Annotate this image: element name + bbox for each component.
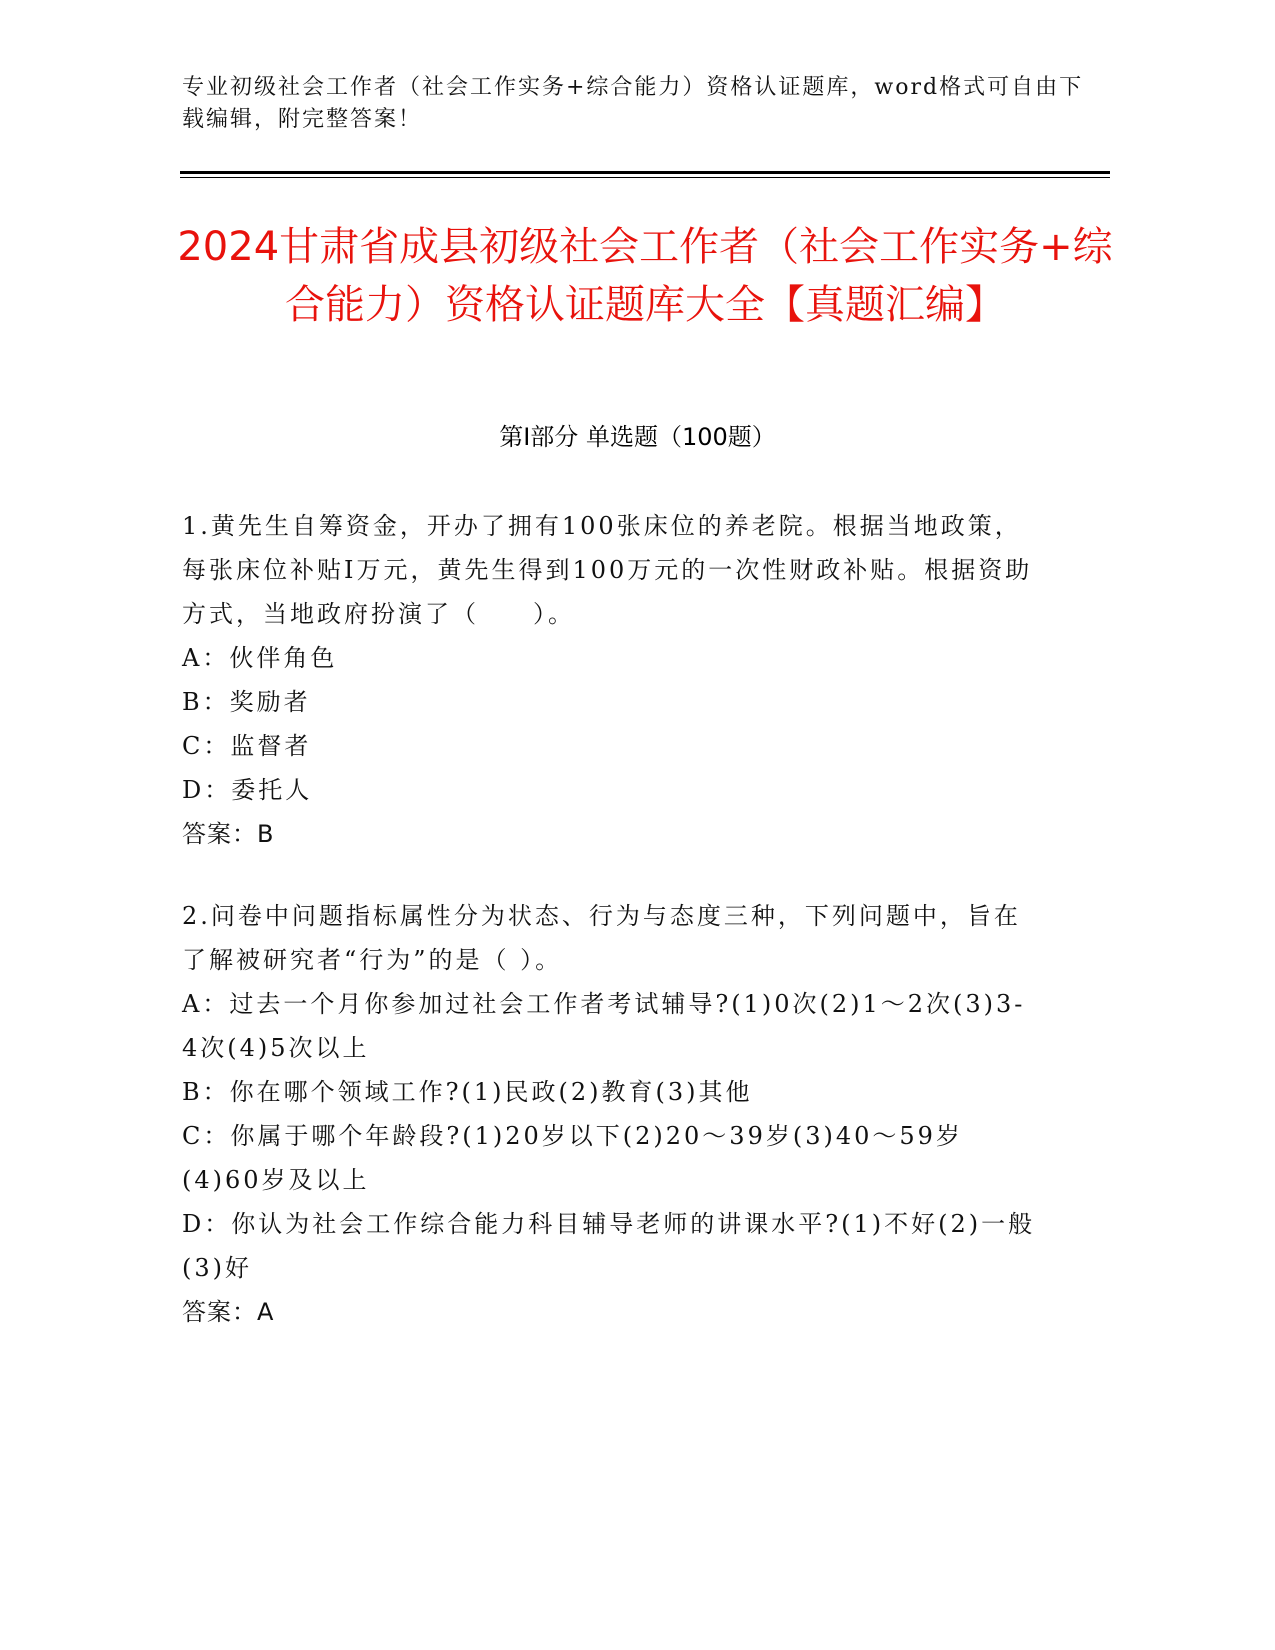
option-d: D：委托人 [182, 776, 313, 804]
option-b: B：你在哪个领域工作?(1)民政(2)教育(3)其他 [182, 1078, 753, 1106]
question-stem: 2.问卷中问题指标属性分为状态、行为与态度三种，下列问题中，旨在了解被研究者“行为”的是（ ）。 [182, 902, 1021, 974]
option-b: B：奖励者 [182, 688, 311, 716]
header-divider-thin [180, 177, 1110, 178]
section-title: 第Ⅰ部分 单选题（100题） [499, 423, 776, 451]
option-c: C：你属于哪个年龄段?(1)20岁以下(2)20～39岁(3)40～59岁(4)60岁及以上 [182, 1122, 963, 1194]
question-stem: 1.黄先生自筹资金，开办了拥有100张床位的养老院。根据当地政策，每张床位补贴Ⅰ万元，黄先生得到100万元的一次性财政补贴。根据资助方式，当地政府扮演了（ ）。 [182, 512, 1033, 628]
question-1 [182, 504, 1042, 856]
option-c: C：监督者 [182, 732, 312, 760]
option-d: D：你认为社会工作综合能力科目辅导老师的讲课水平?(1)不好(2)一般(3)好 [182, 1210, 1036, 1282]
answer: 答案：B [182, 820, 275, 848]
header-note: 专业初级社会工作者（社会工作实务+综合能力）资格认证题库，word格式可自由下载编辑，附完整答案！ [182, 75, 1084, 132]
document-title: 2024甘肃省成县初级社会工作者（社会工作实务+综合能力）资格认证题库大全【真题汇编】 [177, 224, 1113, 328]
option-a: A：过去一个月你参加过社会工作者考试辅导?(1)0次(2)1～2次(3)3-4次(4)5次以上 [182, 990, 1026, 1062]
answer: 答案：A [182, 1298, 275, 1326]
option-a: A：伙伴角色 [182, 644, 338, 672]
header-divider-thick [180, 171, 1110, 174]
question-2 [182, 894, 1042, 1334]
